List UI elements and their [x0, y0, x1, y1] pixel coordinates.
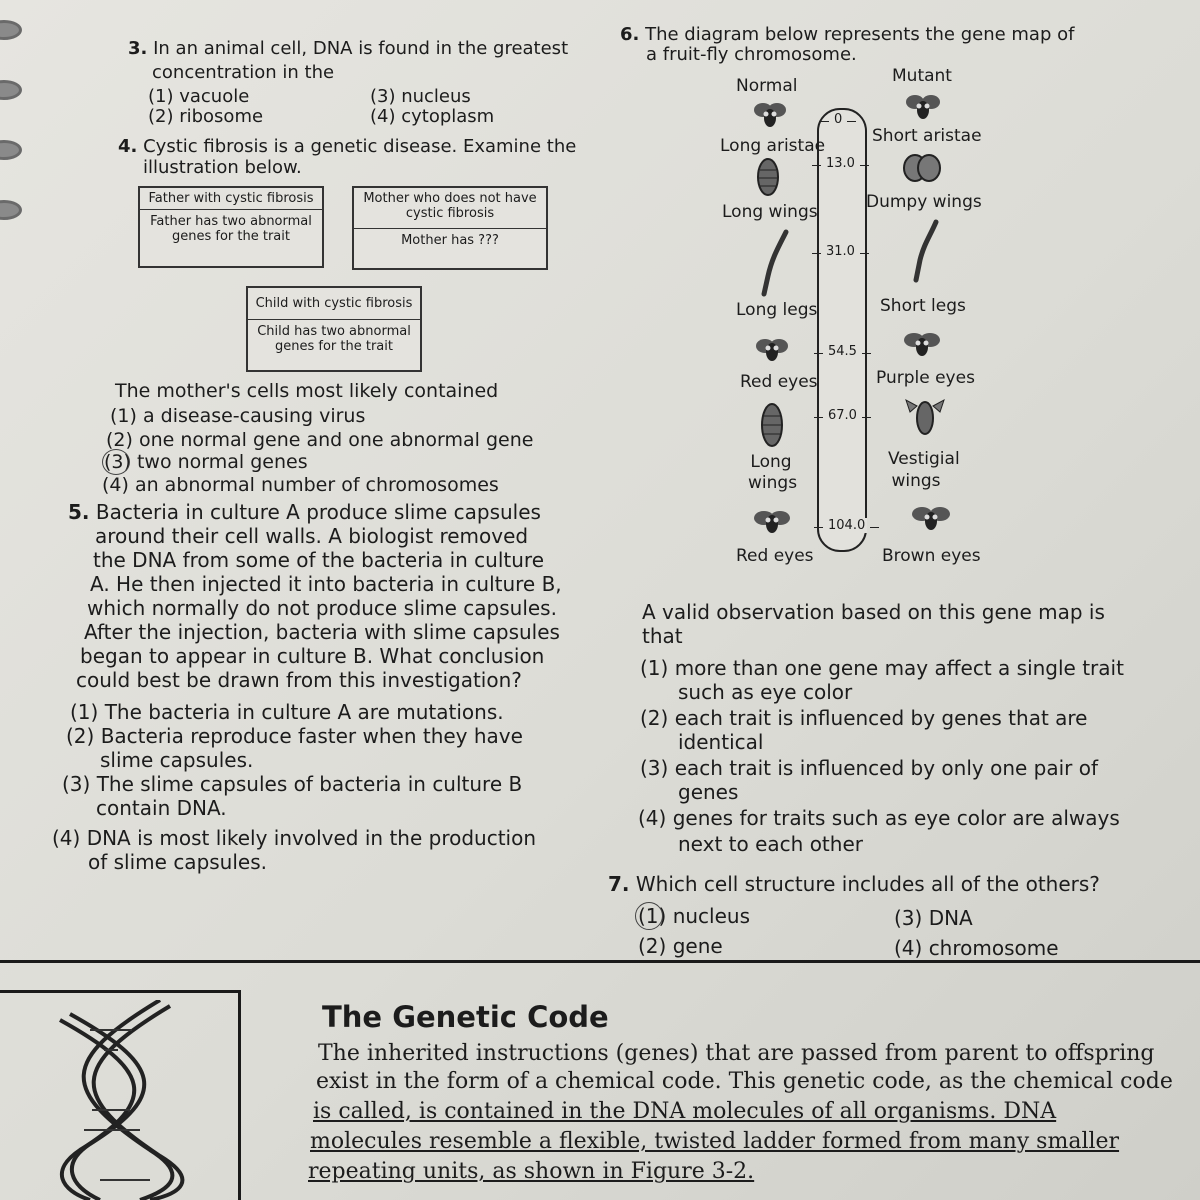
- normal-trait-label: Long wings: [722, 202, 818, 222]
- answer-option-cont: slime capsules.: [100, 748, 254, 772]
- section-divider: [0, 960, 1200, 963]
- normal-trait-label: Long aristae: [720, 136, 826, 156]
- answer-option: (2) gene: [638, 934, 723, 958]
- question-stem-line: a fruit-fly chromosome.: [646, 44, 857, 65]
- question-5: [68, 500, 588, 524]
- answer-option: (4) cytoplasm: [370, 106, 495, 127]
- fly-leg-icon: [754, 228, 794, 298]
- map-position-label: 31.0: [826, 244, 855, 259]
- answer-option-selected: [638, 904, 750, 928]
- fly-leg-icon: [906, 216, 942, 286]
- spiral-ring: [0, 200, 22, 220]
- answer-option: (1) vacuole: [148, 86, 250, 107]
- question-prompt: A valid observation based on this gene map is: [642, 600, 1105, 624]
- mutant-trait-label: Vestigial wings: [888, 449, 960, 491]
- mutant-fly-icon: [904, 90, 942, 126]
- father-box-header: Father with cystic fibrosis: [140, 188, 322, 210]
- normal-trait-label: Long wings: [748, 452, 798, 493]
- answer-option: (2) ribosome: [148, 106, 264, 127]
- answer-option-cont: contain DNA.: [96, 796, 227, 820]
- question-stem: Cystic fibrosis is a genetic disease. Examine the: [143, 136, 577, 157]
- map-position-label: 104.0: [828, 518, 866, 533]
- mutant-trait-label: Short aristae: [872, 126, 982, 146]
- answer-option-cont: next to each other: [678, 832, 863, 856]
- section-title: The Genetic Code: [322, 1000, 609, 1034]
- mutant-trait-label: Purple eyes: [876, 368, 975, 388]
- question-stem-line: concentration in the: [152, 62, 335, 83]
- question-stem-line: which normally do not produce slime capsules.: [87, 596, 557, 620]
- normal-heading: Normal: [736, 76, 798, 96]
- fly-head-icon: [754, 332, 790, 368]
- mother-box-body: Mother has ???: [401, 233, 499, 248]
- answer-option-cont: such as eye color: [678, 680, 853, 704]
- question-7: [608, 872, 1168, 896]
- chromosome-diagram: [817, 108, 867, 552]
- answer-option-cont: genes: [678, 780, 739, 804]
- child-box-body: Child has two abnormal genes for the trait: [257, 324, 411, 354]
- answer-option: (2) Bacteria reproduce faster when they have: [66, 724, 523, 748]
- fly-body-icon: [754, 156, 782, 198]
- question-stem-line: illustration below.: [143, 157, 302, 178]
- figure-frame-top: [0, 990, 240, 993]
- answer-option: (3) DNA: [894, 906, 973, 930]
- question-number: 5.: [68, 500, 90, 524]
- answer-option-text: (3) two normal genes: [104, 451, 308, 473]
- body-line-underlined: is called, is contained in the DNA molecules of all organisms. DNA: [313, 1099, 1057, 1124]
- fly-head-icon: [910, 500, 952, 538]
- question-stem-line: After the injection, bacteria with slime capsules: [84, 620, 560, 644]
- question-number: 6.: [620, 24, 640, 45]
- question-4: [118, 136, 578, 157]
- answer-option: (3) The slime capsules of bacteria in culture B: [62, 772, 523, 796]
- question-prompt-line: that: [642, 624, 683, 648]
- question-stem-line: could best be drawn from this investigation?: [76, 668, 522, 692]
- question-prompt: The mother's cells most likely contained: [115, 380, 499, 402]
- spiral-ring: [0, 20, 22, 40]
- answer-option: (4) DNA is most likely involved in the production: [52, 826, 537, 850]
- answer-option: (1) more than one gene may affect a single trait: [640, 656, 1124, 680]
- question-stem-line: A. He then injected it into bacteria in culture B,: [90, 572, 562, 596]
- pencil-circle-mark: [635, 902, 663, 930]
- answer-option: (4) genes for traits such as eye color are always: [638, 806, 1120, 830]
- figure-frame-side: [238, 990, 241, 1200]
- mutant-heading: Mutant: [892, 66, 952, 86]
- map-position-label: 13.0: [826, 156, 855, 171]
- normal-fly-icon: [752, 98, 788, 134]
- mother-box-header: Mother who does not have cystic fibrosis: [354, 188, 546, 229]
- pencil-circle-mark: [102, 449, 130, 475]
- fly-head-icon: [752, 504, 792, 540]
- vestigial-wing-icon: [902, 392, 948, 438]
- answer-option: (1) a disease-causing virus: [110, 405, 366, 427]
- question-number: 7.: [608, 872, 630, 896]
- spiral-ring: [0, 80, 22, 100]
- mutant-trait-label: Brown eyes: [882, 546, 981, 566]
- father-box: [138, 186, 324, 268]
- father-box-body: Father has two abnormal genes for the trait: [150, 214, 312, 244]
- answer-option: (2) one normal gene and one abnormal gene: [106, 429, 534, 451]
- dna-helix-icon: [20, 1000, 220, 1200]
- question-3: [128, 38, 578, 59]
- child-box-header: Child with cystic fibrosis: [248, 288, 420, 320]
- body-line: The inherited instructions (genes) that are passed from parent to offspring: [318, 1041, 1155, 1066]
- question-number: 3.: [128, 38, 148, 59]
- body-line-underlined: molecules resemble a flexible, twisted ladder formed from many smaller: [310, 1129, 1120, 1154]
- question-stem-line: around their cell walls. A biologist removed: [95, 524, 529, 548]
- answer-option-cont: of slime capsules.: [88, 850, 267, 874]
- body-line: exist in the form of a chemical code. This genetic code, as the chemical code: [316, 1069, 1173, 1094]
- answer-option-cont: identical: [678, 730, 764, 754]
- answer-option: (3) each trait is influenced by only one pair of: [640, 756, 1099, 780]
- fly-head-icon: [902, 326, 942, 364]
- mutant-trait-label: Dumpy wings: [866, 192, 982, 212]
- question-stem: Bacteria in culture A produce slime capsules: [95, 500, 541, 524]
- question-stem: The diagram below represents the gene map of: [645, 24, 1075, 45]
- question-stem-line: began to appear in culture B. What conclusion: [80, 644, 545, 668]
- answer-option: (3) nucleus: [370, 86, 471, 107]
- answer-option-text: (1) nucleus: [638, 904, 750, 928]
- dumpy-wing-icon: [902, 150, 942, 186]
- mother-box: [352, 186, 548, 270]
- answer-option: (2) each trait is influenced by genes that are: [640, 706, 1088, 730]
- map-position-label: 0: [834, 112, 843, 127]
- normal-trait-label: Red eyes: [740, 372, 818, 392]
- map-position-label: 67.0: [828, 408, 857, 423]
- mutant-trait-label: Short legs: [880, 296, 966, 316]
- fly-body-icon: [758, 400, 786, 450]
- child-box: [246, 286, 422, 372]
- answer-option: (1) The bacteria in culture A are mutations.: [70, 700, 504, 724]
- question-6: [620, 24, 1100, 45]
- answer-option-selected: [104, 451, 308, 473]
- normal-trait-label: Red eyes: [736, 546, 814, 566]
- question-stem-line: the DNA from some of the bacteria in culture: [93, 548, 545, 572]
- answer-option: (4) chromosome: [894, 936, 1059, 960]
- body-line-underlined: repeating units, as shown in Figure 3-2.: [308, 1159, 755, 1184]
- question-stem: In an animal cell, DNA is found in the greatest: [153, 38, 569, 59]
- normal-trait-label: Long legs: [736, 300, 818, 320]
- answer-option: (4) an abnormal number of chromosomes: [102, 474, 499, 496]
- question-stem: Which cell structure includes all of the others?: [635, 872, 1100, 896]
- spiral-ring: [0, 140, 22, 160]
- question-number: 4.: [118, 136, 138, 157]
- map-position-label: 54.5: [828, 344, 857, 359]
